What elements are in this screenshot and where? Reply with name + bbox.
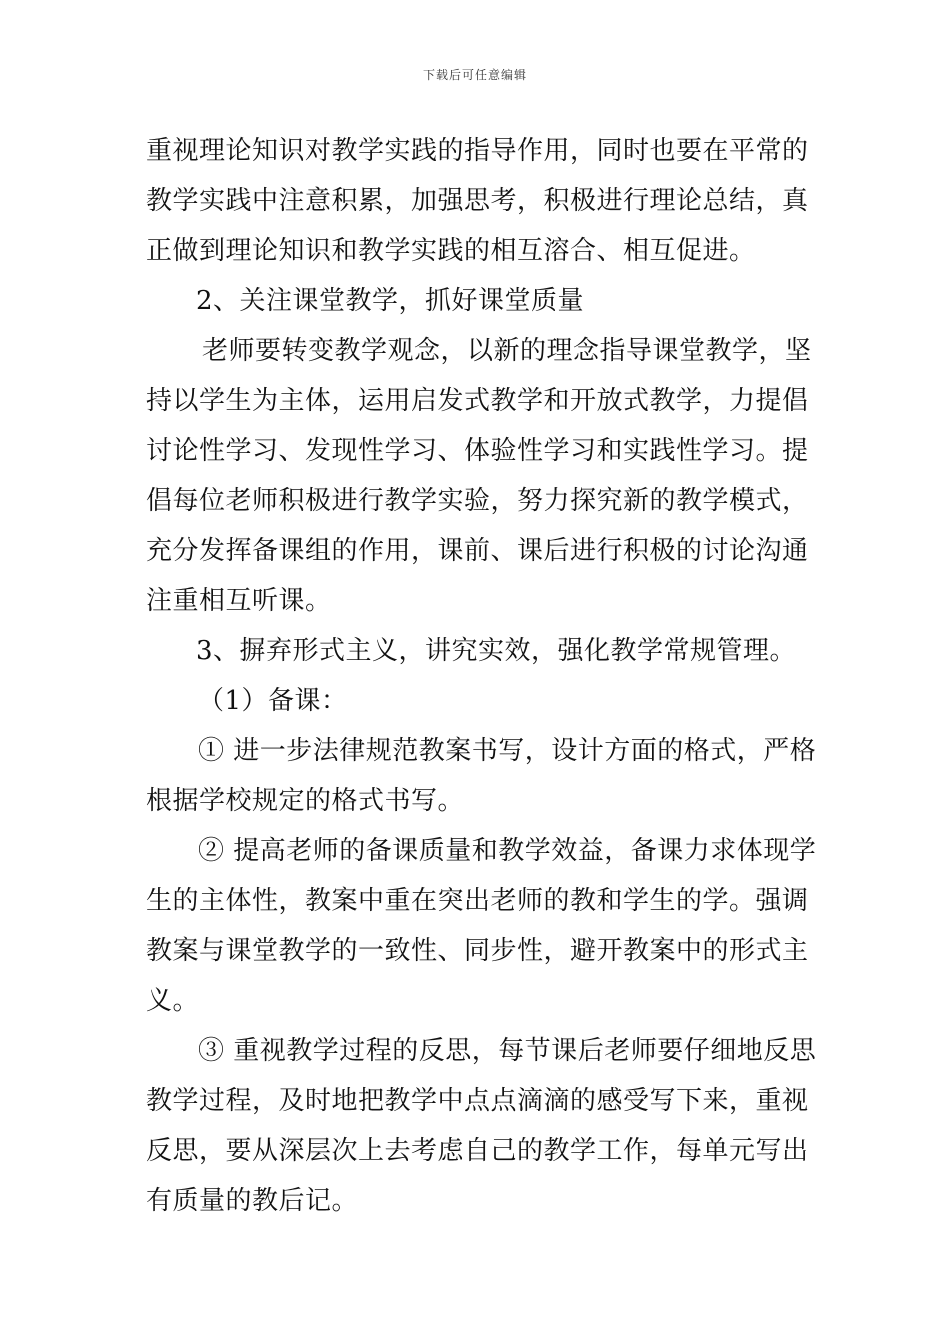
text-line: 根据学校规定的格式书写。 <box>146 786 465 816</box>
text-line: 生的主体性，教案中重在突出老师的教和学生的学。强调 <box>146 886 809 916</box>
page-header: 下载后可任意编辑 <box>422 68 527 82</box>
text-line: 有质量的教后记。 <box>146 1186 359 1216</box>
text-line: 正做到理论知识和教学实践的相互溶合、相互促进。 <box>146 236 756 266</box>
text-line: 讨论性学习、发现性学习、体验性学习和实践性学习。提 <box>146 436 809 466</box>
text-line: ① 进一步法律规范教案书写，设计方面的格式，严格 <box>198 736 817 766</box>
text-line: ② 提高老师的备课质量和教学效益，备课力求体现学 <box>198 836 817 866</box>
text-line: 教学过程，及时地把教学中点点滴滴的感受写下来，重视 <box>146 1086 809 1116</box>
text-line: 教案与课堂教学的一致性、同步性，避开教案中的形式主 <box>146 936 809 966</box>
subsection-heading: （1）备课： <box>198 686 348 716</box>
text-line: 持以学生为主体，运用启发式教学和开放式教学，力提倡 <box>146 386 809 416</box>
text-line: 老师要转变教学观念，以新的理念指导课堂教学，坚 <box>202 336 812 366</box>
section-heading: 2、关注课堂教学，抓好课堂质量 <box>196 286 585 316</box>
text-line: 重视理论知识对教学实践的指导作用，同时也要在平常的 <box>146 136 809 166</box>
text-line: 教学实践中注意积累，加强思考，积极进行理论总结，真 <box>146 186 809 216</box>
text-line: 义。 <box>146 986 200 1016</box>
text-line: 注重相互听课。 <box>146 586 332 616</box>
text-line: 反思，要从深层次上去考虑自己的教学工作，每单元写出 <box>146 1136 809 1166</box>
section-heading: 3、摒弃形式主义，讲究实效，强化教学常规管理。 <box>196 636 797 666</box>
text-line: 倡每位老师积极进行教学实验，努力探究新的教学模式， <box>146 486 809 516</box>
text-line: 充分发挥备课组的作用，课前、课后进行积极的讨论沟通 <box>146 536 809 566</box>
document-body <box>146 126 817 1226</box>
text-line: ③ 重视教学过程的反思，每节课后老师要仔细地反思 <box>198 1036 817 1066</box>
